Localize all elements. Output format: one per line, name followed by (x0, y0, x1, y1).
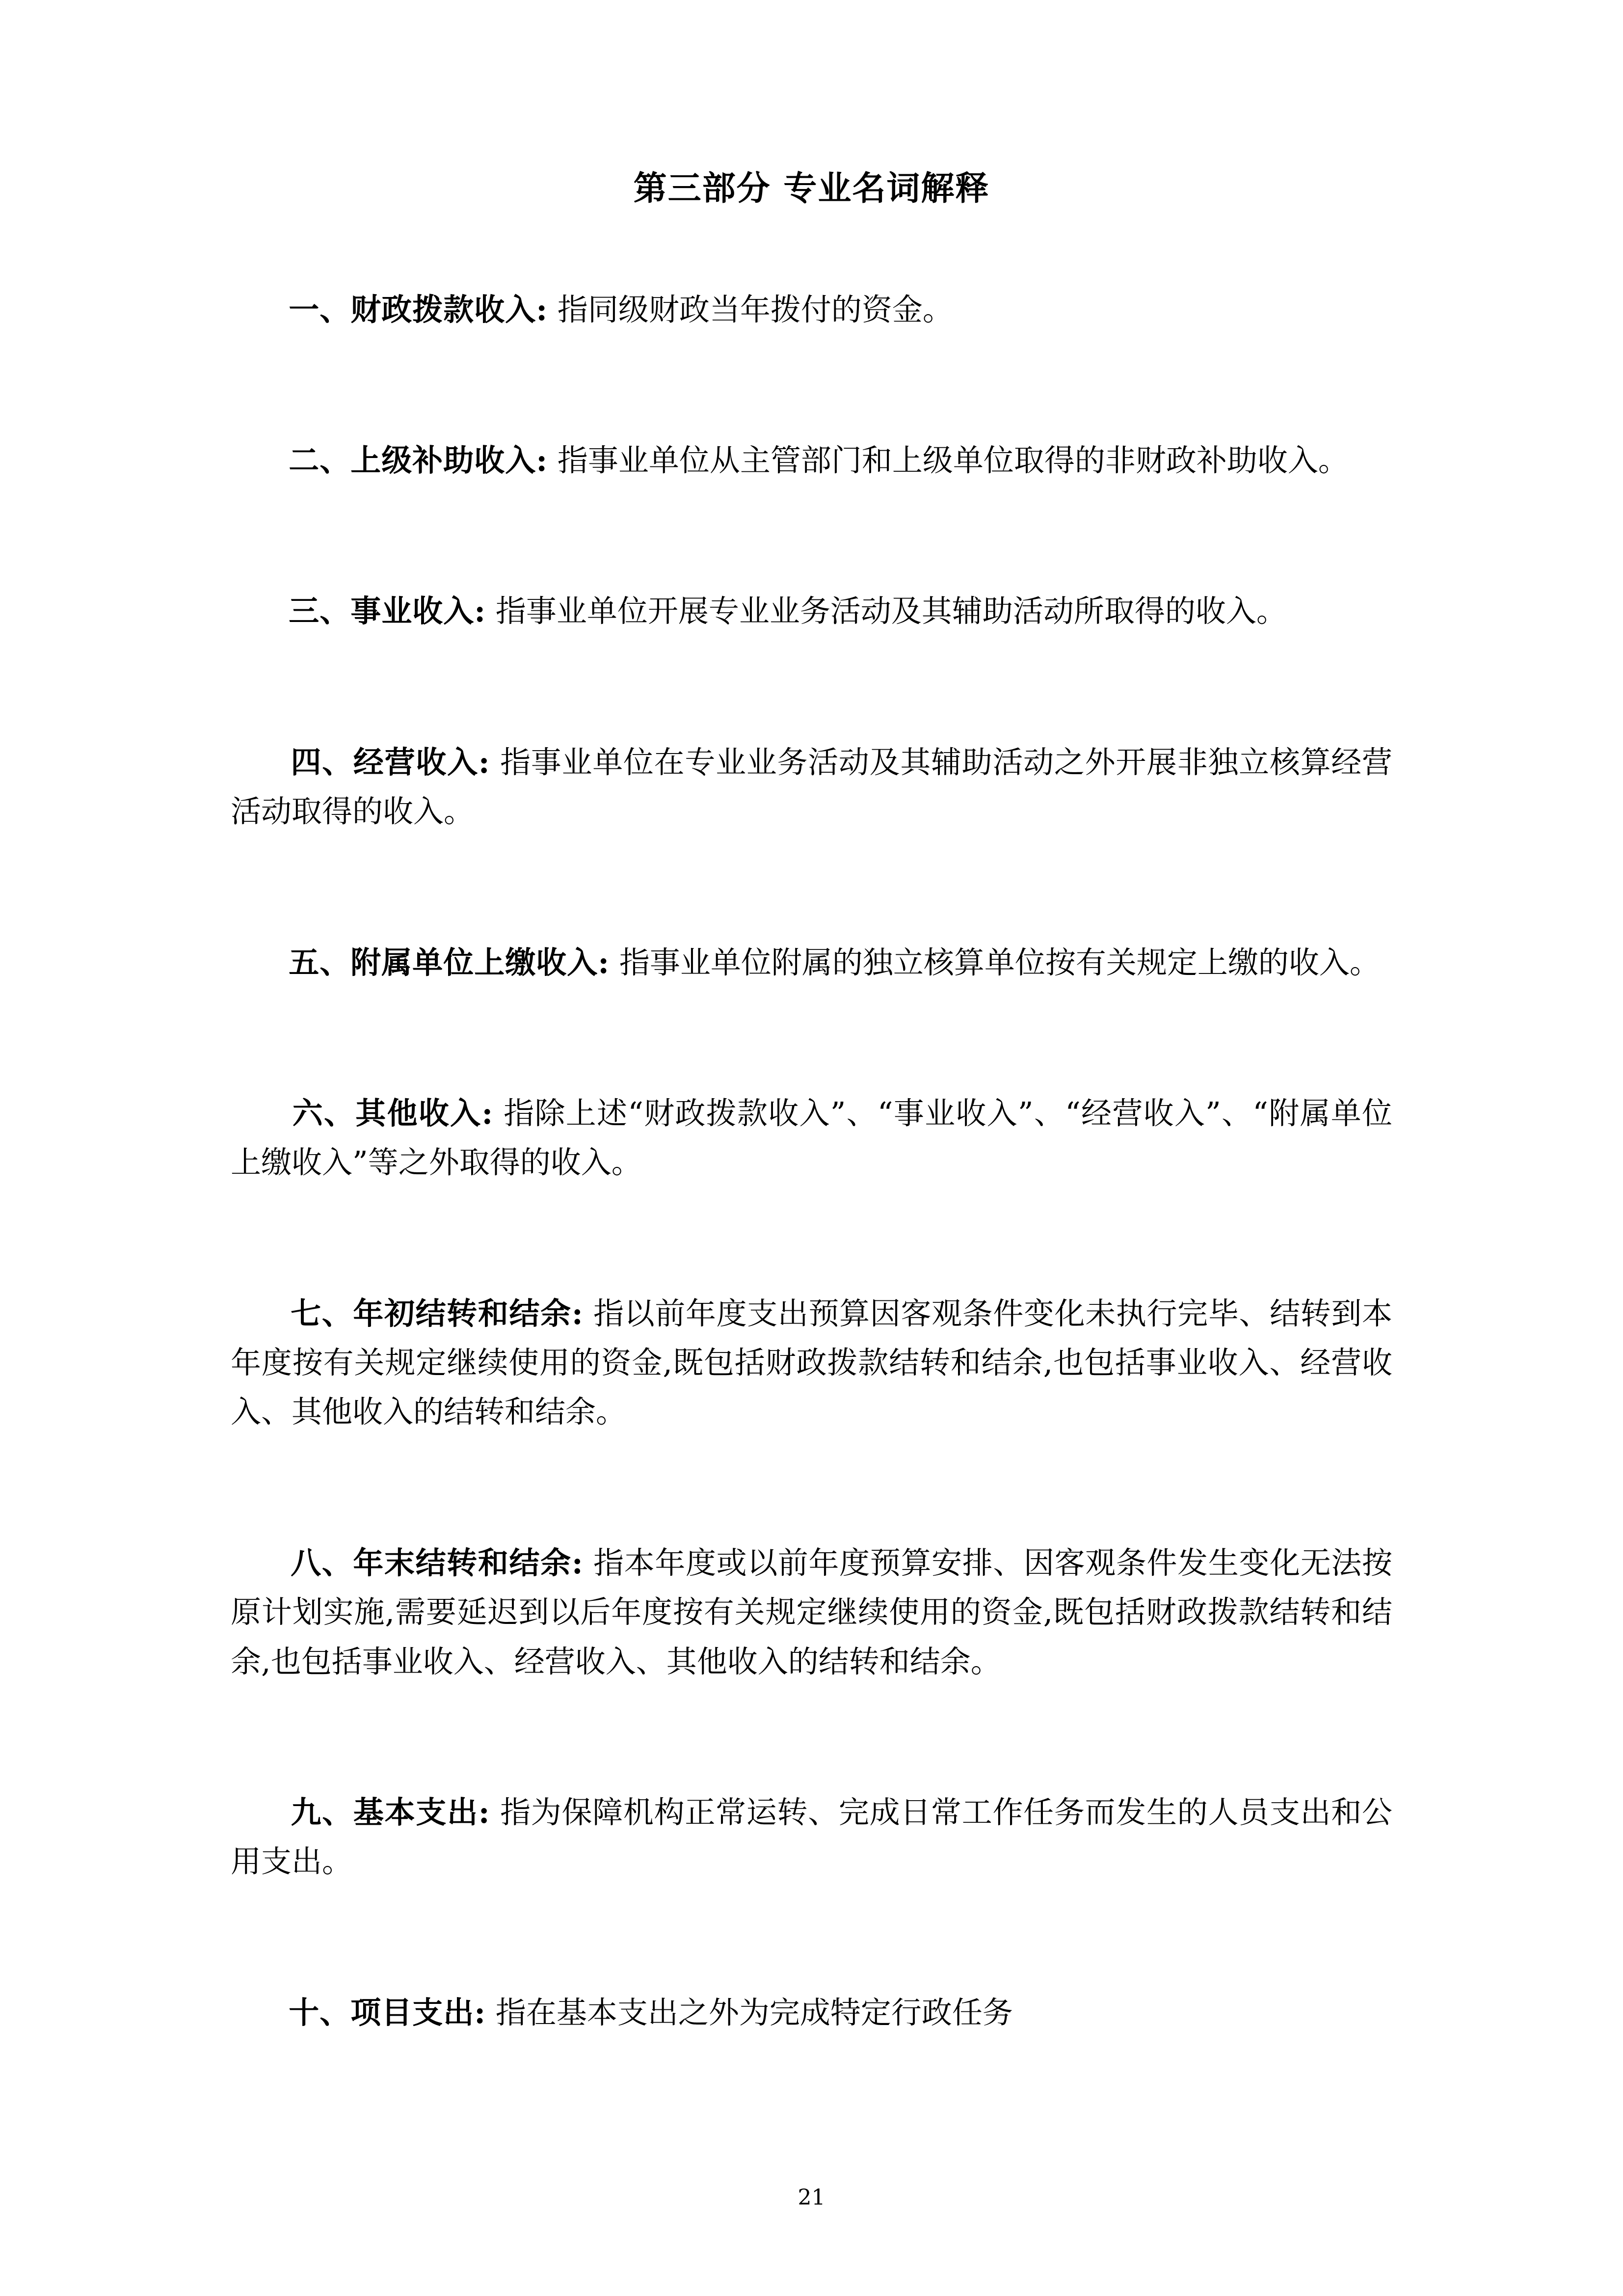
definition-item (231, 387, 1392, 535)
definition-text: 指事业单位从主管部门和上级单位取得的非财政补助收入。 (548, 442, 1349, 479)
definition-text: 指本年度或以前年度预算安排、因客观条件发生变化无法按原计划实施,需要延迟到以后年度按有关规定继续使用的资金,既包括财政拨款结转和结余,也包括事业收入、经营收入、其他收入的结转和结余。 (231, 1544, 1393, 1679)
definition-text: 指事业单位在专业业务活动及其辅助活动之外开展非独立核算经营活动取得的收入。 (231, 744, 1392, 830)
definition-item (231, 688, 1392, 886)
definition-item (231, 1240, 1392, 1486)
definition-term: 三、事业收入: (289, 593, 486, 629)
definition-item (231, 1739, 1392, 1936)
definition-text: 指事业单位开展专业业务活动及其辅助活动所取得的收入。 (486, 593, 1287, 629)
definition-item (231, 1489, 1392, 1735)
definition-item (231, 1939, 1392, 2086)
page-title: 第三部分 专业名词解释 (633, 169, 990, 208)
definition-text: 指除上述“财政拨款收入”、“事业收入”、“经营收入”、“附属单位上缴收入”等之外取得的收入。 (231, 1095, 1393, 1181)
definition-item (231, 889, 1392, 1036)
definition-item (231, 236, 1392, 383)
definition-term: 一、财政拨款收入: (289, 291, 548, 327)
definition-term: 五、附属单位上缴收入: (289, 944, 610, 980)
document-body (231, 236, 1392, 2086)
definition-term: 九、基本支出: (291, 1794, 490, 1830)
definition-term: 二、上级补助收入: (289, 442, 548, 479)
definition-item (231, 1039, 1392, 1237)
page-number: 21 (798, 2185, 825, 2210)
definition-term: 十、项目支出: (289, 1994, 486, 2030)
definition-item (231, 538, 1392, 685)
definition-text: 指为保障机构正常运转、完成日常工作任务而发生的人员支出和公用支出。 (231, 1794, 1392, 1880)
definition-text: 指事业单位附属的独立核算单位按有关规定上缴的收入。 (610, 944, 1380, 980)
definition-text: 指以前年度支出预算因客观条件变化未执行完毕、结转到本年度按有关规定继续使用的资金,既包括财政拨款结转和结余,也包括事业收入、经营收入、其他收入的结转和结余。 (231, 1295, 1393, 1430)
definition-text: 指同级财政当年拨付的资金。 (548, 291, 953, 327)
definition-term: 四、经营收入: (291, 744, 490, 780)
definition-term: 八、年末结转和结余: (291, 1544, 584, 1581)
definition-term: 七、年初结转和结余: (291, 1295, 584, 1331)
definition-text: 指在基本支出之外为完成特定行政任务 (486, 1994, 1013, 2030)
definition-term: 六、其他收入: (292, 1095, 494, 1131)
